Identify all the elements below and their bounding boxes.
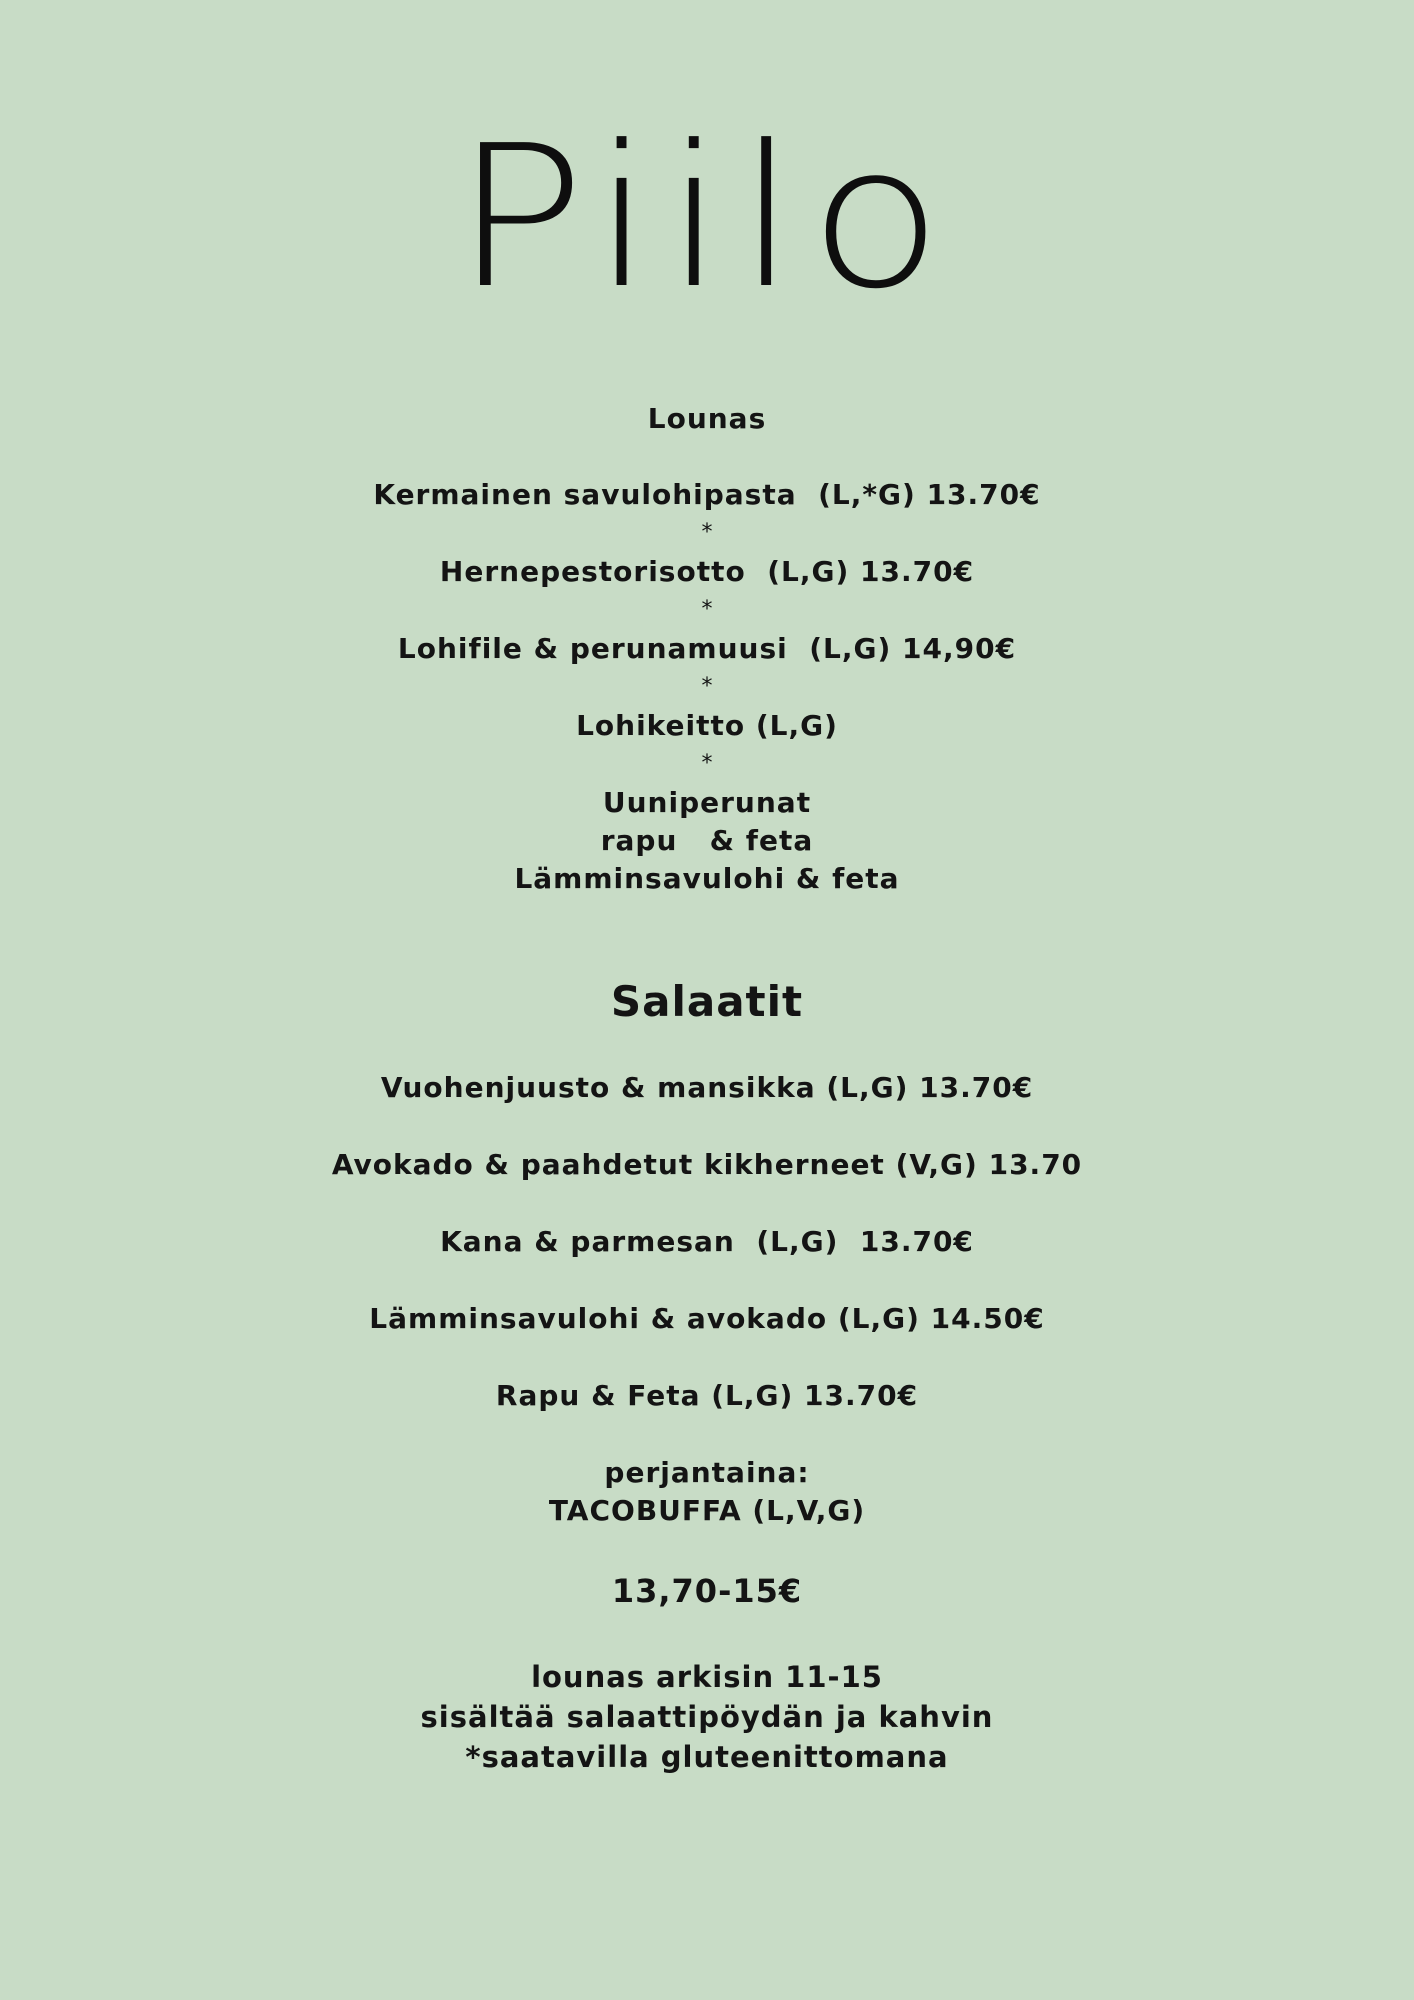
lunch-heading: Lounas (647, 402, 767, 435)
salads-heading: Salaatit (610, 977, 804, 1026)
separator-star: * (701, 751, 713, 776)
restaurant-logo: Piilo (453, 104, 955, 332)
salad-item: Vuohenjuusto & mansikka (L,G) 13.70€ (380, 1071, 1034, 1104)
lunch-includes: sisältää salaattipöydän ja kahvin (420, 1700, 994, 1734)
friday-label: perjantaina: (604, 1456, 810, 1489)
salad-item: Avokado & paahdetut kikherneet (V,G) 13.70 (331, 1148, 1083, 1181)
gluten-free-note: *saatavilla gluteenittomana (465, 1740, 949, 1774)
lunch-item: Lohifile & perunamuusi (L,G) 14,90€ (397, 632, 1017, 665)
lunch-item: Kermainen savulohipasta (L,*G) 13.70€ (373, 478, 1041, 511)
price-range: 13,70-15€ (611, 1572, 803, 1610)
baked-potato-option: rapu & feta (600, 824, 814, 857)
baked-potatoes-title: Uuniperunat (602, 786, 812, 819)
salad-item: Kana & parmesan (L,G) 13.70€ (440, 1225, 974, 1258)
friday-special: TACOBUFFA (L,V,G) (548, 1494, 866, 1527)
salad-item: Lämminsavulohi & avokado (L,G) 14.50€ (369, 1302, 1045, 1335)
separator-star: * (701, 674, 713, 699)
lunch-item: Hernepestorisotto (L,G) 13.70€ (439, 555, 975, 588)
salad-item: Rapu & Feta (L,G) 13.70€ (495, 1379, 919, 1412)
separator-star: * (701, 520, 713, 545)
lunch-item: Lohikeitto (L,G) (576, 709, 838, 742)
separator-star: * (701, 597, 713, 622)
lunch-hours: lounas arkisin 11-15 (531, 1660, 883, 1694)
baked-potato-option: Lämminsavulohi & feta (514, 862, 900, 895)
